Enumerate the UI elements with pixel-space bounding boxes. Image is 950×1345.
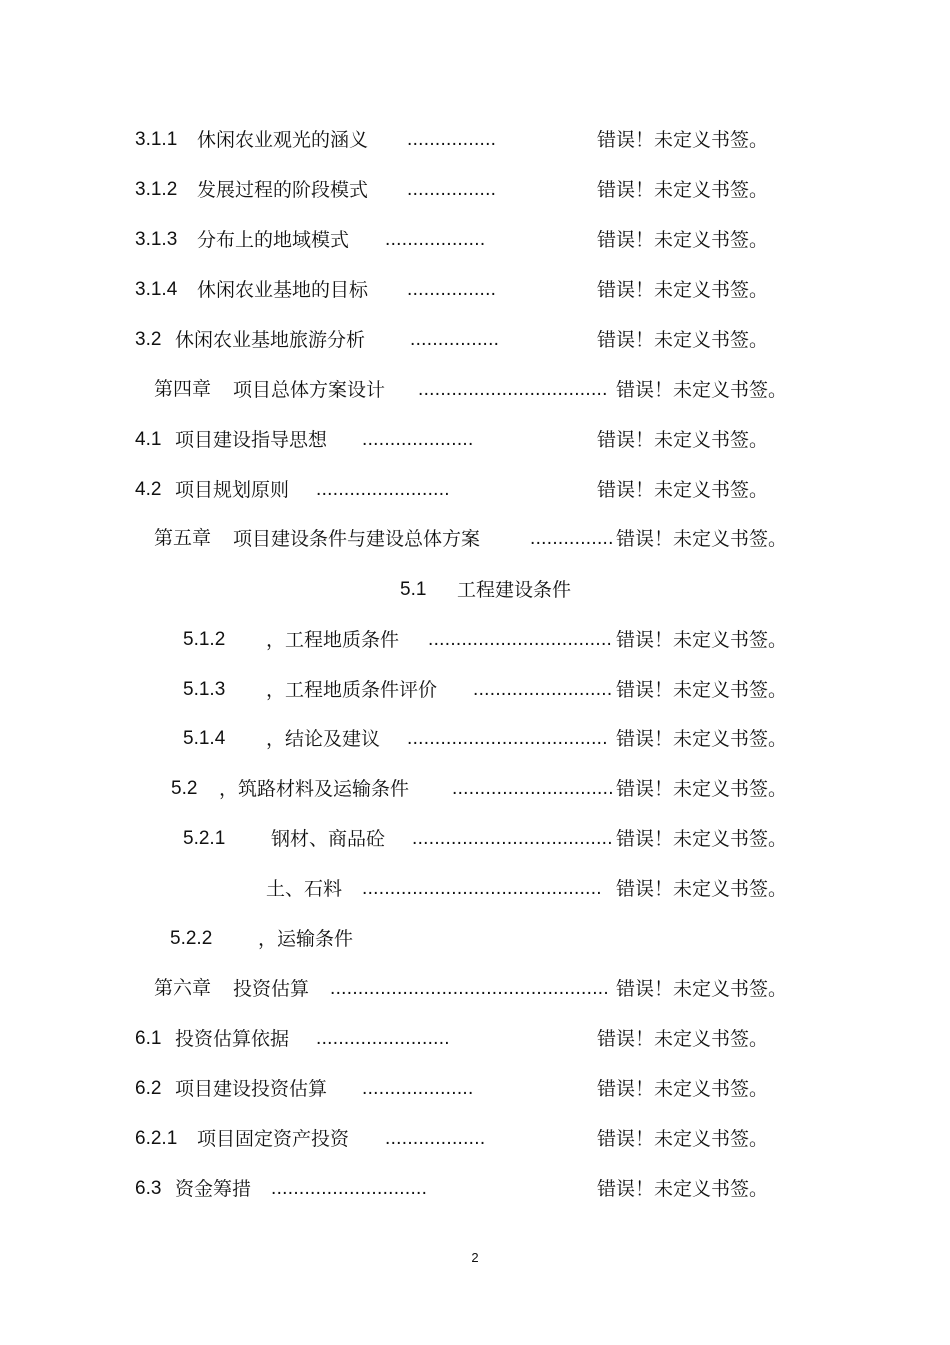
toc-entry-number: 5.1.4 [183,728,226,749]
toc-entry-number: 5.2.1 [183,828,226,849]
toc-entry-title: 休闲农业基地旅游分析 [175,329,366,351]
toc-entry[interactable] [0,675,950,705]
toc-entry[interactable] [0,924,950,954]
toc-entry[interactable] [0,774,950,804]
toc-entry-number: 6.2 [135,1078,162,1099]
toc-entry[interactable] [0,874,950,904]
toc-entry-title: ，结论及建议 [266,728,381,750]
toc-entry-leader: .................. [385,1128,486,1149]
toc-entry-number: 3.1.2 [135,179,178,200]
toc-entry-leader: .................................... [407,728,608,749]
toc-entry-number: 3.2 [135,329,162,350]
toc-entry-number: 3.1.1 [135,129,178,150]
toc-entry-leader: ................ [407,129,497,150]
toc-entry-title: ，工程地质条件 [266,629,400,651]
toc-entry-title: ，工程地质条件评价 [266,679,438,701]
toc-entry-title: 发展过程的阶段模式 [197,179,369,201]
toc-entry[interactable] [0,125,950,155]
toc-entry[interactable] [0,524,950,554]
toc-entry-title: 项目固定资产投资 [197,1128,350,1150]
toc-entry-leader: .................................... [412,828,613,849]
toc-entry[interactable] [0,475,950,505]
toc-entry-page-ref: 错误！未定义书签。 [616,528,788,550]
toc-entry-page-ref: 错误！未定义书签。 [597,1178,769,1200]
toc-entry[interactable] [0,325,950,355]
toc-entry-page-ref: 错误！未定义书签。 [616,728,788,750]
toc-entry[interactable] [0,724,950,754]
toc-entry-leader: ............................. [452,778,614,799]
toc-entry[interactable] [0,824,950,854]
toc-entry-leader: .................................. [418,379,608,400]
toc-entry-number: 5.1.2 [183,629,226,650]
toc-entry-leader: .................... [362,429,474,450]
toc-entry-page-ref: 错误！未定义书签。 [616,379,788,401]
toc-entry-title: 工程建设条件 [457,579,572,601]
toc-entry-page-ref: 错误！未定义书签。 [616,978,788,1000]
toc-entry-leader: ................ [410,329,500,350]
toc-entry[interactable] [0,1024,950,1054]
toc-entry-leader: ......................... [473,679,613,700]
toc-entry-number: 5.2 [171,778,198,799]
toc-entry[interactable] [0,625,950,655]
toc-entry-title: 项目总体方案设计 [233,379,386,401]
toc-entry-number: 5.2.2 [170,928,213,949]
toc-entry-page-ref: 错误！未定义书签。 [616,878,788,900]
toc-entry-title: 分布上的地域模式 [197,229,350,251]
toc-entry-title: 土、石料 [266,878,343,900]
toc-entry-page-ref: 错误！未定义书签。 [597,1078,769,1100]
toc-entry-leader: ............................ [271,1178,428,1199]
toc-entry-page-ref: 错误！未定义书签。 [597,329,769,351]
toc-entry-title: ，筑路材料及运输条件 [219,778,410,800]
toc-entry-number: 第五章 [154,528,212,549]
toc-entry-title: 休闲农业基地的目标 [197,279,369,301]
toc-entry-page-ref: 错误！未定义书签。 [597,179,769,201]
toc-entry-page-ref: 错误！未定义书签。 [616,828,788,850]
toc-entry-leader: .................... [362,1078,474,1099]
toc-entry-leader: ............... [530,528,614,549]
toc-entry-page-ref: 错误！未定义书签。 [597,479,769,501]
toc-entry-leader: ........................................... [362,878,602,899]
toc-entry-number: 3.1.3 [135,229,178,250]
toc-entry-title: 项目建设指导思想 [175,429,328,451]
toc-entry-title: 钢材、商品砼 [271,828,386,850]
toc-entry-page-ref: 错误！未定义书签。 [616,778,788,800]
toc-entry-page-ref: 错误！未定义书签。 [597,229,769,251]
toc-entry[interactable] [0,275,950,305]
toc-entry-leader: ........................ [316,479,450,500]
toc-entry[interactable] [0,1124,950,1154]
toc-entry-number: 第四章 [154,379,212,400]
toc-entry-number: 5.1 [400,579,427,600]
toc-entry-title: 投资估算 [233,978,310,1000]
toc-entry-page-ref: 错误！未定义书签。 [597,1028,769,1050]
toc-entry-leader: ................ [407,179,497,200]
toc-entry-number: 6.2.1 [135,1128,178,1149]
toc-entry-title: 资金筹措 [175,1178,252,1200]
toc-entry[interactable] [0,175,950,205]
toc-entry-page-ref: 错误！未定义书签。 [597,279,769,301]
toc-entry-leader: .................................................. [330,978,609,999]
toc-entry-number: 4.2 [135,479,162,500]
toc-entry[interactable] [0,575,950,605]
toc-entry[interactable] [0,225,950,255]
toc-entry-leader: .................. [385,229,486,250]
toc-entry-number: 第六章 [154,978,212,999]
toc-entry-page-ref: 错误！未定义书签。 [616,679,788,701]
toc-entry-title: 项目规划原则 [175,479,290,501]
toc-entry-title: 投资估算依据 [175,1028,290,1050]
toc-entry[interactable] [0,974,950,1004]
toc-entry-number: 6.3 [135,1178,162,1199]
toc-entry-page-ref: 错误！未定义书签。 [597,129,769,151]
toc-entry-title: 项目建设条件与建设总体方案 [233,528,481,550]
toc-entry[interactable] [0,1074,950,1104]
toc-entry-title: ，运输条件 [258,928,354,950]
page-number: 2 [471,1250,479,1265]
toc-entry-title: 休闲农业观光的涵义 [197,129,369,151]
toc-entry-page-ref: 错误！未定义书签。 [597,429,769,451]
toc-entry-number: 5.1.3 [183,679,226,700]
toc-entry[interactable] [0,375,950,405]
toc-entry-leader: ................ [407,279,497,300]
toc-entry-page-ref: 错误！未定义书签。 [616,629,788,651]
toc-entry-number: 6.1 [135,1028,162,1049]
toc-entry-page-ref: 错误！未定义书签。 [597,1128,769,1150]
toc-entry[interactable] [0,1174,950,1204]
toc-entry[interactable] [0,425,950,455]
toc-entry-number: 3.1.4 [135,279,178,300]
toc-entry-leader: ........................ [316,1028,450,1049]
toc-entry-number: 4.1 [135,429,162,450]
toc-entry-title: 项目建设投资估算 [175,1078,328,1100]
toc-entry-leader: ................................. [428,629,613,650]
